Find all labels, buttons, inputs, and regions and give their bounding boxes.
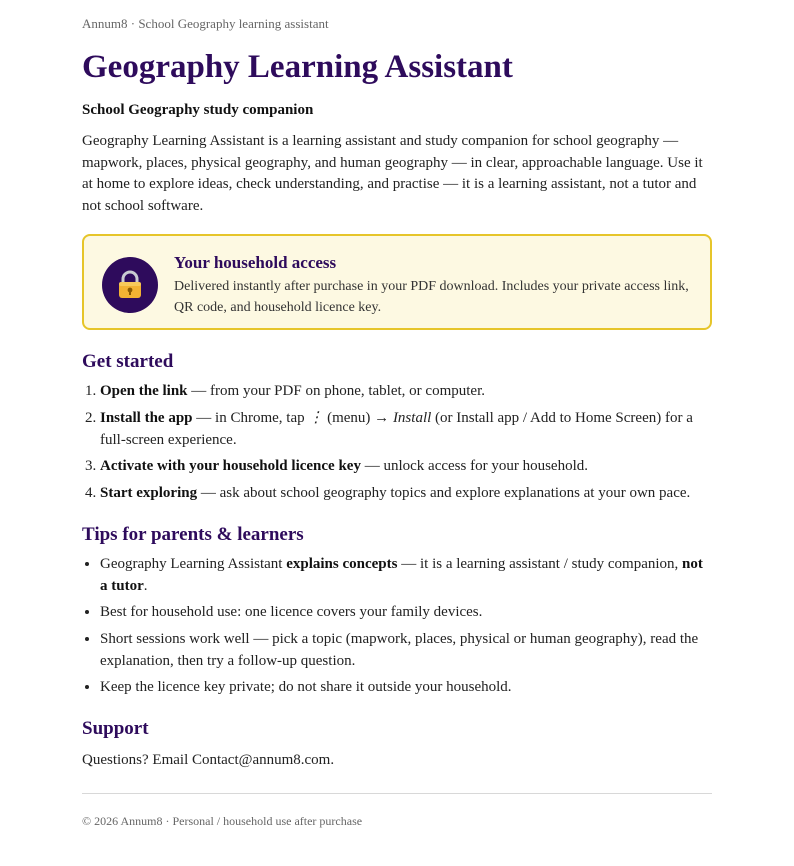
step-activate <box>100 455 712 477</box>
breadcrumb: Annum8 · School Geography learning assistant <box>82 16 329 31</box>
footer-divider <box>82 793 712 794</box>
tip-item: • Short sessions work well — pick a topic (mapwork, places, physical or human geography), read the explanation, then try a follow-up question. <box>100 628 712 672</box>
tip-text: — it is a learning assistant / study companion, <box>397 555 683 572</box>
tip-item: • Keep the licence key private; do not share it outside your household. <box>100 676 712 698</box>
kebab-menu-icon: ⋮ <box>308 409 324 426</box>
tip-text: . <box>143 577 148 594</box>
step-text: — unlock access for your household. <box>360 458 588 474</box>
step-text: (or Install app / Add to Home Screen) for a full-screen experience. <box>100 409 693 448</box>
tip-item: • Best for household use: one licence covers your family devices. <box>100 601 712 623</box>
tip-text: Geography Learning Assistant <box>100 555 287 572</box>
footer: © 2026 Annum8 · Personal / household use after purchase <box>82 814 363 828</box>
step-text: (menu) → <box>323 409 393 426</box>
step-text: — in Chrome, tap <box>192 409 309 426</box>
page-title: Geography Learning Assistant <box>82 49 513 85</box>
tips-list <box>82 553 712 699</box>
step-start-exploring <box>100 482 712 504</box>
tip-bold: not a tutor <box>100 555 703 594</box>
support-heading: Support <box>82 718 149 739</box>
step-bold: Activate with your household licence key <box>100 458 361 474</box>
intro-paragraph: Geography Learning Assistant is a learning assistant and study companion for school geography — mapwork, places, physical geography, and human geography — in clear, approachable language. Use it at home to explore ideas, check understanding, and practise — it is a learning assistant, not a tutor and not school software. <box>82 133 703 214</box>
tip-item <box>100 553 712 597</box>
household-access-callout <box>82 234 712 330</box>
step-bold: Install the app <box>100 409 193 426</box>
step-text: — from your PDF on phone, tablet, or computer. <box>187 383 485 399</box>
install-label: Install <box>392 409 432 426</box>
page-subtitle: School Geography study companion <box>82 102 314 118</box>
tip-bold: explains concepts <box>286 555 398 572</box>
step-install-app <box>100 407 712 451</box>
support-text: Questions? Email Contact@annum8.com. <box>82 752 335 768</box>
step-bold: Open the link <box>100 383 188 399</box>
access-description: Delivered instantly after purchase in your PDF download. Includes your private access link, QR code, and household licence key. <box>174 279 689 315</box>
step-bold: Start exploring <box>100 484 198 501</box>
tips-heading: Tips for parents & learners <box>82 523 304 545</box>
get-started-heading: Get started <box>82 351 174 372</box>
access-title: Your household access <box>174 253 337 272</box>
step-open-link <box>100 380 712 402</box>
step-text: — ask about school geography topics and explore explanations at your own pace. <box>197 484 691 501</box>
get-started-steps <box>82 380 712 504</box>
lock-icon <box>117 270 143 300</box>
lock-badge <box>102 257 158 313</box>
